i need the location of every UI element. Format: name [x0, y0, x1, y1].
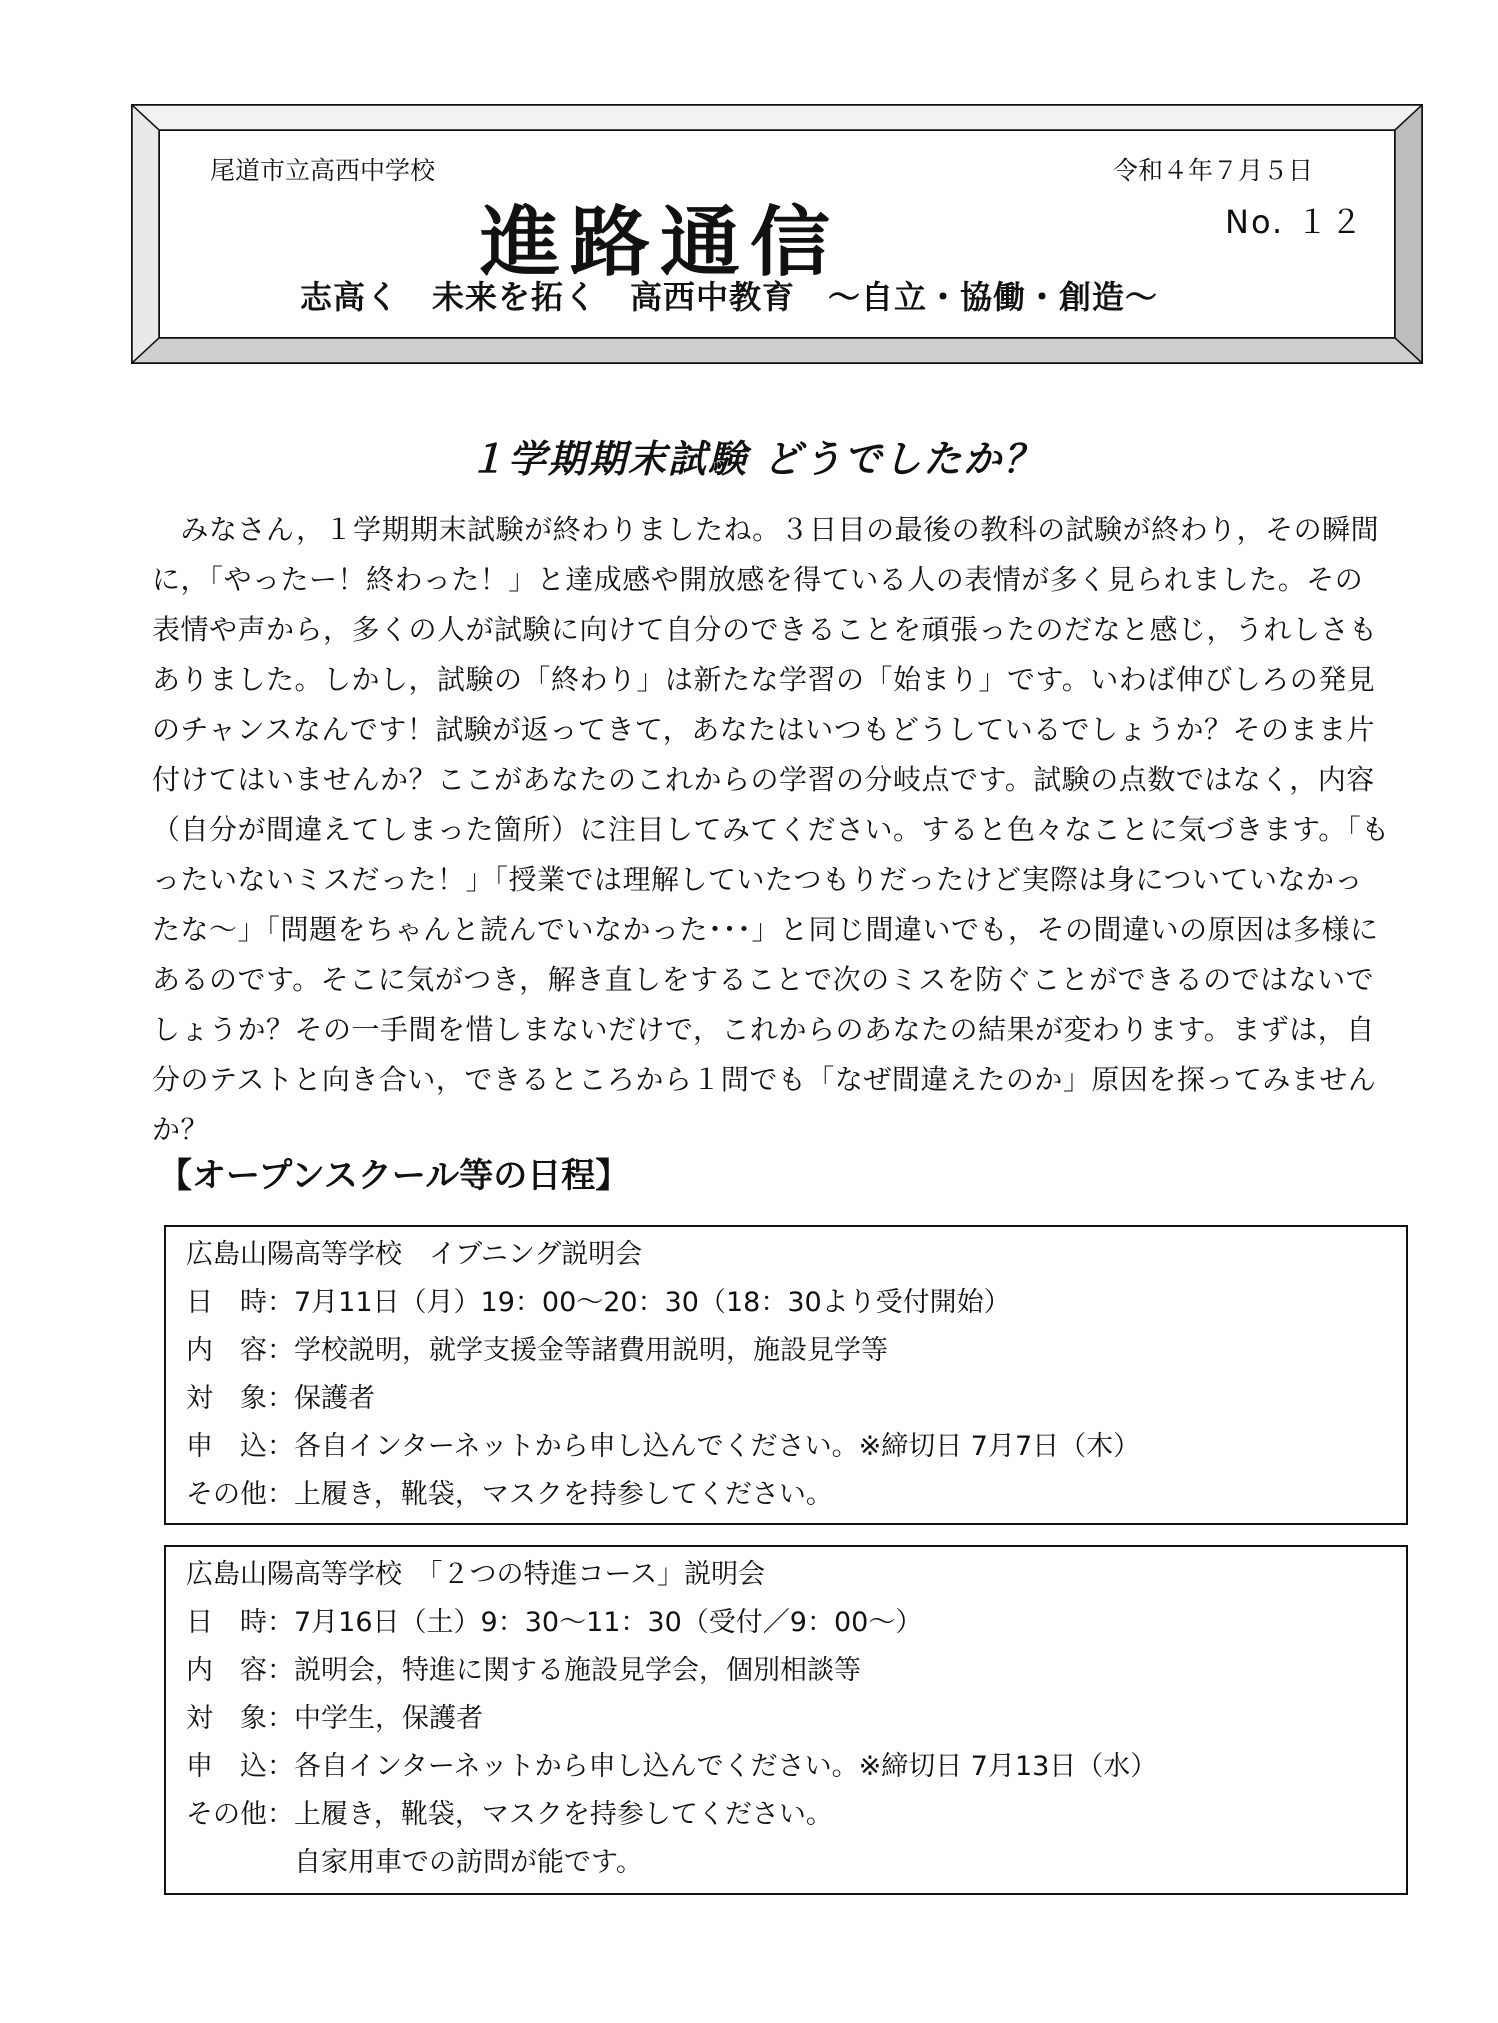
row-value: 保護者 — [294, 1383, 375, 1414]
event-row-content — [186, 1647, 1406, 1695]
row-label: 日 時： — [186, 1607, 294, 1638]
event-title: 広島山陽高等学校 「２つの特進コース」説明会 — [186, 1559, 766, 1590]
row-label: その他： — [186, 1799, 294, 1830]
body-line: ったいないミスだった！」「授業では理解していたつもりだったけど実際は身についていなかっ — [152, 863, 1363, 896]
row-value: 上履き，靴袋，マスクを持参してください。 — [294, 1799, 833, 1830]
body-line: か？ — [152, 1113, 210, 1146]
event-row-application — [186, 1423, 1406, 1471]
row-label: 内 容： — [186, 1335, 294, 1366]
event-row-other — [186, 1471, 1406, 1519]
event-box — [164, 1225, 1408, 1525]
event-row-target — [186, 1695, 1406, 1743]
row-value: 各自インターネットから申し込んでください。※締切日 7月13日（水） — [294, 1751, 1158, 1782]
row-label: 対 象： — [186, 1703, 294, 1734]
body-line: 分のテストと向き合い，できるところから１問でも「なぜ間違えたのか」原因を探ってみません — [152, 1063, 1377, 1096]
body-line: みなさん，１学期期末試験が終わりましたね。３日目の最後の教科の試験が終わり，その瞬間 — [152, 513, 1380, 546]
body-line: 付けてはいませんか？ここがあなたのこれからの学習の分岐点です。試験の点数ではなく，内容 — [152, 763, 1375, 796]
event-note: 自家用車での訪問が能です。 — [294, 1847, 643, 1878]
body-line: に，「やったー！終わった！」と達成感や開放感を得ている人の表情が多く見られました。その — [152, 563, 1364, 596]
row-label: 対 象： — [186, 1383, 294, 1414]
body-line: ありました。しかし，試験の「終わり」は新たな学習の「始まり」です。いわば伸びしろの発見 — [152, 663, 1376, 696]
school-motto: 志高く 未来を拓く 高西中教育 ～自立・協働・創造～ — [300, 278, 1159, 316]
event-box — [164, 1545, 1408, 1895]
row-label: その他： — [186, 1479, 294, 1510]
body-line: （自分が間違えてしまった箇所）に注目してみてください。すると色々なことに気づきます。「も — [152, 813, 1390, 846]
article-heading: １学期期末試験 どうでしたか？ — [468, 437, 1044, 481]
article-body — [152, 505, 1404, 1155]
body-line: たな～」「問題をちゃんと読んでいなかった･･･」と同じ間違いでも，その間違いの原因は多様に — [152, 913, 1379, 946]
row-value: 各自インターネットから申し込んでください。※締切日 7月7日（木） — [294, 1431, 1141, 1462]
row-label: 内 容： — [186, 1655, 294, 1686]
event-title: 広島山陽高等学校 イブニング説明会 — [186, 1239, 643, 1270]
event-row-application — [186, 1743, 1406, 1791]
body-line: 表情や声から，多くの人が試験に向けて自分のできることを頑張ったのだなと感じ，うれしさも — [152, 613, 1378, 646]
school-name: 尾道市立高西中学校 — [210, 156, 436, 185]
row-label: 日 時： — [186, 1287, 294, 1318]
schedule-heading: 【オープンスクール等の日程】 — [158, 1156, 630, 1196]
row-label: 申 込： — [186, 1751, 294, 1782]
newsletter-title: 進路通信 — [480, 197, 840, 287]
row-value: 上履き，靴袋，マスクを持参してください。 — [294, 1479, 833, 1510]
body-line: しょうか？その一手間を惜しまないだけで，これからのあなたの結果が変わります。まずは，自 — [152, 1013, 1375, 1046]
event-row-target — [186, 1375, 1406, 1423]
event-row-other — [186, 1791, 1406, 1839]
row-value: 学校説明，就学支援金等諸費用説明，施設見学等 — [294, 1335, 888, 1366]
issue-number: No. １２ — [1225, 203, 1365, 241]
body-line: あるのです。そこに気がつき，解き直しをすることで次のミスを防ぐことができるのではないで — [152, 963, 1375, 996]
body-line: のチャンスなんです！試験が返ってきて，あなたはいつもどうしているでしょうか？そのまま片 — [152, 713, 1375, 746]
row-label: 申 込： — [186, 1431, 294, 1462]
row-value: 中学生，保護者 — [294, 1703, 483, 1734]
event-row-datetime — [186, 1279, 1406, 1327]
issue-date: 令和４年７月５日 — [1113, 156, 1314, 185]
event-row-content — [186, 1327, 1406, 1375]
row-value: 7月11日（月）19：00～20：30（18：30より受付開始） — [294, 1287, 1011, 1318]
row-value: 説明会，特進に関する施設見学会，個別相談等 — [294, 1655, 861, 1686]
event-row-datetime — [186, 1599, 1406, 1647]
row-value: 7月16日（土）9：30～11：30（受付／9：00～） — [294, 1607, 923, 1638]
